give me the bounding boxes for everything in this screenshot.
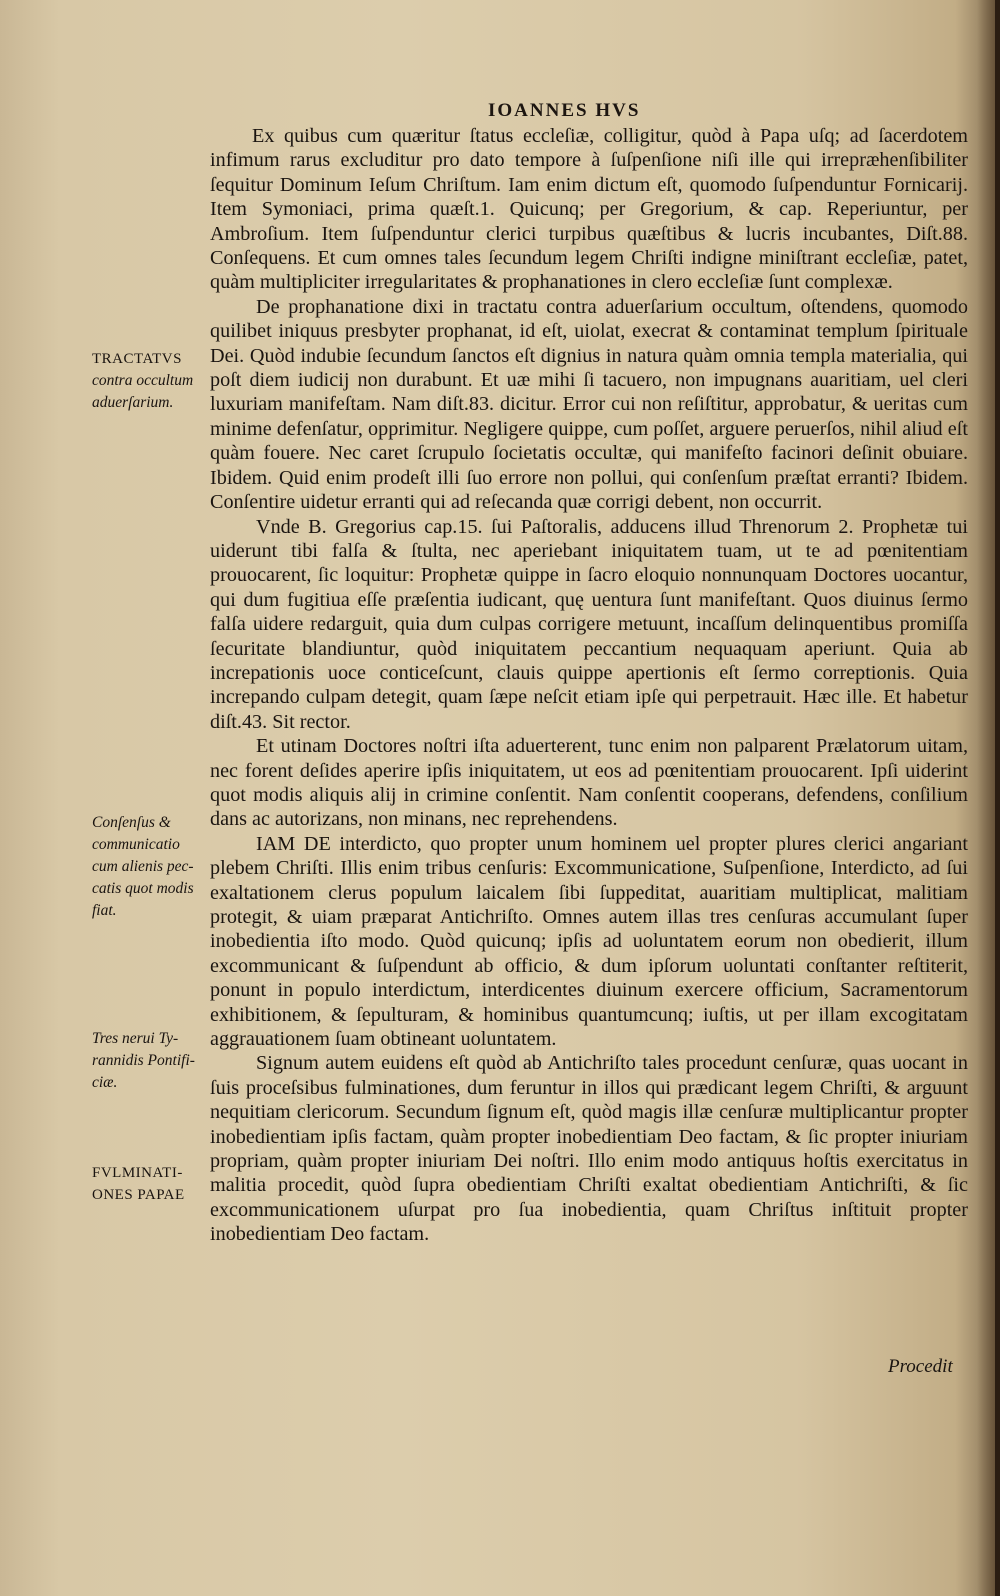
main-text [210,124,968,1247]
margin-line: cum alienis pec- [92,858,194,875]
margin-line: Tres nerui Ty- [92,1030,179,1047]
margin-line: TRACTATVS [92,351,182,367]
catchword: Procedit [888,1356,953,1377]
margin-note-fulminationes [92,1162,210,1206]
paragraph-1: Ex quibus cum quæritur ſtatus eccleſiæ, colligitur, quòd à Papa uſq; ad ſacerdotem infimum rarus excluditur pro dato tempore à ſuſpenſione niſi ille qui irrepræhenſibiliter ſequitur Dominum Ieſum Chriſtum. Iam enim dictum eſt, quomodo ſuſpenduntur Fornicarij. Item Symoniaci, prima quæſt.1. Quicunq; per Gregorium, & cap. Reperiuntur, per Ambroſium. Item ſuſpenduntur clerici turpibus quæſtibus & lucris incubantes, Diſt.88. Conſequens. Et cum omnes tales ſecundum legem Chriſti indigne miniſtrant eccleſiæ, patet, quàm multipliciter irregularitates & prophanationes in clero eccleſiæ ſunt complexæ. [210,125,968,294]
margin-line: ciæ. [92,1074,118,1091]
margin-line: aduerſarium. [92,394,174,411]
paragraph-6: Signum autem euidens eſt quòd ab Antichriſto tales procedunt cenſuræ, quas uocant in ſuis proceſsibus fulminationes, dum feruntur in illos qui prædicant legem Chriſti, & arguunt nequitiam clericorum. Secundum ſignum eſt, quòd magis illæ cenſuræ multiplicantur propter inobedientiam ipſis factam, quàm propter inobedientiam Deo factam, & ſic propter iniuriam propriam, quàm propter iniuriam Dei noſtri. Illo enim modo antiquus hoſtis exercitatus in malitia procedit, quòd ſupra obedientiam Chriſti exaltat obedientiam Antichriſti, & ſic excommunicationem uſurpat pro ſua inobedientia, quam Chriſtus inſtituit propter inobedientiam Deo factam. [210,1052,968,1246]
margin-line: Conſenſus & [92,814,171,831]
margin-note-tractatus [92,348,210,370]
paragraph-3: Vnde B. Gregorius cap.15. ſui Paſtoralis, adducens illud Threnorum 2. Prophetæ tui uiderunt tibi falſa & ſtulta, nec aperiebant iniquitatem tuam, ut te ad pœnitentiam prouocarent, ſic loquitur: Prophetæ quippe in ſacro eloquio nonnunquam Doctores uocantur, qui dum fugitiua eſſe præſentia iudicant, quę uentura ſunt manifeſtant. Quos diuinus ſermo falſa uidere redarguit, quia dum culpas corrigere metuunt, incaſſum delinquentibus promiſſa ſecuritate blandiuntur, quòd iniquitatem peccantium nequaquam aperiunt. Quia ab increpationis uoce conticeſcunt, clauis quippe apertionis eſt ſermo correptionis. Quia increpando culpam detegit, quam ſæpe neſcit etiam ipſe qui perpetrauit. Hæc ille. Et habetur diſt.43. Sit rector. [210,515,968,733]
margin-line: communicatio [92,836,180,853]
margin-line: contra occultum [92,372,194,389]
paragraph-4: Et utinam Doctores noſtri iſta aduerterent, tunc enim non palparent Prælatorum uitam, nec forent deſides aperire ipſis iniquitatem, ut eos ad pœnitentiam prouocarent. Ipſi uiderint quot modis aliquis alij in crimine conſentit. Nam conſentit cooperans, defendens, conſilium dans ac autorizans, non minans, nec reprehendens. [210,735,968,831]
margin-line: fiat. [92,902,117,919]
running-head: IOANNES HVS [488,100,641,121]
margin-note-tres-nerui [92,1028,210,1094]
margin-line: FVLMINATI- [92,1165,183,1181]
paragraph-5: IAM DE interdicto, quo propter unum hominem uel propter plures clerici angariant plebem Chriſti. Illis enim tribus cenſuris: Excommunicatione, Suſpenſione, Interdicto, ad ſui exaltationem clerus populum laicalem ſibi ſuppeditat, auaritiam multiplicat, malitiam protegit, & uiam præparat Antichriſto. Omnes autem illas tres cenſuras accumulant ſuper inobedientia iſto modo. Quòd quicunq; ipſis ad uoluntatem eorum non obedierit, illum excommunicant & ſuſpendunt ab officio, & dum ipſorum uoluntati conſtanter reſtiterit, ponunt in populo interdictum, interdicentes diuinum exercere officium, Sacramentorum exhibitionem, & ſepulturam, & hominibus quantumcunq; iuſtis, ut per illam excogitatam aggrauationem ſuam obtineant uoluntatem. [210,832,968,1051]
margin-note-consensus [92,812,210,922]
margin-line: catis quot modis [92,880,194,897]
paragraph-2: De prophanatione dixi in tractatu contra aduerſarium occultum, oſtendens, quomodo quilibet iniquus presbyter prophanat, id eſt, uiolat, execrat & contaminat templum ſpirituale Dei. Quòd indubie ſecundum ſanctos eſt dignius in natura quàm omnia templa materialia, qui poſt diem iudicij non durabunt. Et uæ mihi ſi tacuero, non impugnans auaritiam, uel cleri luxuriam manifeſtam. Nam diſt.83. dicitur. Error cui non reſiſtitur, approbatur, & ueritas cum minime defenſatur, opprimitur. Negligere quippe, cum poſſet, arguere peruerſos, nihil aliud eſt quàm fouere. Nec caret ſcrupulo ſocietatis occultæ, qui manifeſto facinori deſinit obuiare. Ibidem. Quid enim prodeſt illi ſuo errore non pollui, qui conſenſum præſtat erranti? Ibidem. Conſentire uidetur erranti qui ad reſecanda quæ corrigi debent, non occurrit. [210,295,968,514]
margin-line: rannidis Pontifi- [92,1052,195,1069]
margin-line: ONES PAPAE [92,1187,185,1203]
margin-note-contra-occultum [92,370,210,414]
